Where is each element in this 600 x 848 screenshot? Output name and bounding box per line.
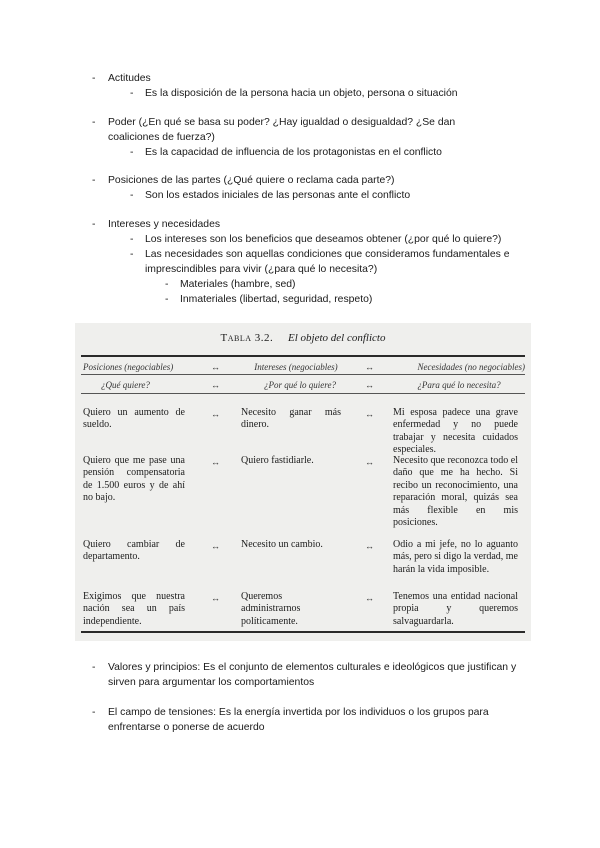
table-caption <box>75 331 531 346</box>
list-item <box>0 71 600 86</box>
cell-posicion: Quiero cambiar de departamento. <box>83 539 185 563</box>
bullet-dash: - <box>130 190 134 201</box>
item-text: Los intereses son los beneficios que deseamos obtener (¿por qué lo quiere?) <box>145 234 502 245</box>
double-arrow-icon: ↔ <box>211 541 220 551</box>
bullet-dash: - <box>92 73 96 84</box>
cell-interes: Necesito ganar más dinero. <box>241 407 341 431</box>
cell-necesidad: Tenemos una entidad nacional propia y queremos salvaguardarla. <box>393 591 518 627</box>
list-item <box>0 277 600 292</box>
item-title: Actitudes <box>108 73 151 84</box>
cell-interes: Necesito un cambio. <box>241 539 323 550</box>
item-title: Valores y principios: Es el conjunto de elementos culturales e ideológicos que justifican y sirven para argumentar los comportamientos <box>108 662 517 688</box>
double-arrow-icon: ↔ <box>365 362 374 372</box>
scanned-table-image <box>75 323 531 641</box>
list-item <box>0 115 600 145</box>
bullet-dash: - <box>165 279 169 290</box>
table-caption-title: El objeto del conflicto <box>288 332 386 344</box>
double-arrow-icon: ↔ <box>365 457 374 467</box>
table-top-rule <box>81 355 525 357</box>
list-item <box>0 188 600 203</box>
item-text: Materiales (hambre, sed) <box>180 279 296 290</box>
double-arrow-icon: ↔ <box>211 380 220 390</box>
bullet-dash: - <box>92 175 96 186</box>
bullet-dash: - <box>92 707 96 718</box>
section-poder <box>0 115 600 160</box>
list-item <box>0 217 600 232</box>
item-text: Es la capacidad de influencia de los protagonistas en el conflicto <box>145 147 442 158</box>
item-text: Inmateriales (libertad, seguridad, respeto) <box>180 294 373 305</box>
bullet-dash: - <box>130 249 134 260</box>
bullet-dash: - <box>165 294 169 305</box>
section-valores <box>0 660 600 690</box>
cell-interes: Queremos administrarnos políticamente. <box>241 591 301 627</box>
bullet-dash: - <box>130 147 134 158</box>
question-necesidades: ¿Para qué lo necesita? <box>417 380 501 390</box>
header-posiciones: Posiciones (negociables) <box>83 362 174 372</box>
item-title: El campo de tensiones: Es la energía invertida por los individuos o los grupos para enfrentarse o ponerse de acuerdo <box>108 707 489 733</box>
cell-posicion: Quiero que me pase una pensión compensatoria de 1.500 euros y de ahí no bajo. <box>83 455 185 504</box>
list-item <box>0 145 600 160</box>
item-text: Son los estados iniciales de las personas ante el conflicto <box>145 190 411 201</box>
cell-necesidad: Mi esposa padece una grave enfermedad y no puede trabajar y necesita cuidados especiales. <box>393 407 518 456</box>
list-item <box>0 232 600 247</box>
section-campo-tensiones <box>0 705 600 735</box>
list-item <box>0 86 600 101</box>
question-posiciones: ¿Qué quiere? <box>101 380 150 390</box>
cell-necesidad: Odio a mi jefe, no lo aguanto más, pero si digo la verdad, me harán la vida imposible. <box>393 539 518 575</box>
item-title: Posiciones de las partes (¿Qué quiere o reclama cada parte?) <box>108 175 395 186</box>
bullet-dash: - <box>92 117 96 128</box>
table-rule <box>81 393 525 394</box>
table-bottom-rule <box>81 631 525 633</box>
cell-necesidad: Necesito que reconozca todo el daño que me ha hecho. Si recibo un reconocimiento, una reparación moral, quizás sea más flexible en mis posiciones. <box>393 455 518 529</box>
list-item <box>0 660 600 690</box>
cell-posicion: Quiero un aumento de sueldo. <box>83 407 185 431</box>
double-arrow-icon: ↔ <box>211 457 220 467</box>
list-item <box>0 173 600 188</box>
double-arrow-icon: ↔ <box>211 409 220 419</box>
double-arrow-icon: ↔ <box>211 593 220 603</box>
list-item <box>0 292 600 307</box>
question-intereses: ¿Por qué lo quiere? <box>264 380 336 390</box>
header-necesidades: Necesidades (no negociables) <box>417 362 525 372</box>
double-arrow-icon: ↔ <box>365 409 374 419</box>
bullet-dash: - <box>130 88 134 99</box>
section-posiciones <box>0 173 600 203</box>
table-rule <box>81 374 525 375</box>
cell-posicion: Exigimos que nuestra nación sea un país independiente. <box>83 591 185 627</box>
table-caption-label: Tabla 3.2. <box>220 332 274 344</box>
double-arrow-icon: ↔ <box>365 541 374 551</box>
double-arrow-icon: ↔ <box>211 362 220 372</box>
bullet-dash: - <box>130 234 134 245</box>
double-arrow-icon: ↔ <box>365 593 374 603</box>
section-actitudes <box>0 71 600 101</box>
item-text: Es la disposición de la persona hacia un objeto, persona o situación <box>145 88 458 99</box>
list-item <box>0 247 600 277</box>
double-arrow-icon: ↔ <box>365 380 374 390</box>
bullet-dash: - <box>92 662 96 673</box>
section-intereses <box>0 217 600 307</box>
cell-interes: Quiero fastidiarle. <box>241 455 314 466</box>
header-intereses: Intereses (negociables) <box>254 362 338 372</box>
item-title: Intereses y necesidades <box>108 219 221 230</box>
item-text: Las necesidades son aquellas condiciones que consideramos fundamentales e imprescindibles para vivir (¿para qué lo necesita?) <box>145 249 510 275</box>
list-item <box>0 705 600 735</box>
bullet-dash: - <box>92 219 96 230</box>
item-title: Poder (¿En qué se basa su poder? ¿Hay igualdad o desigualdad? ¿Se dan coaliciones de fuerza?) <box>108 117 456 143</box>
